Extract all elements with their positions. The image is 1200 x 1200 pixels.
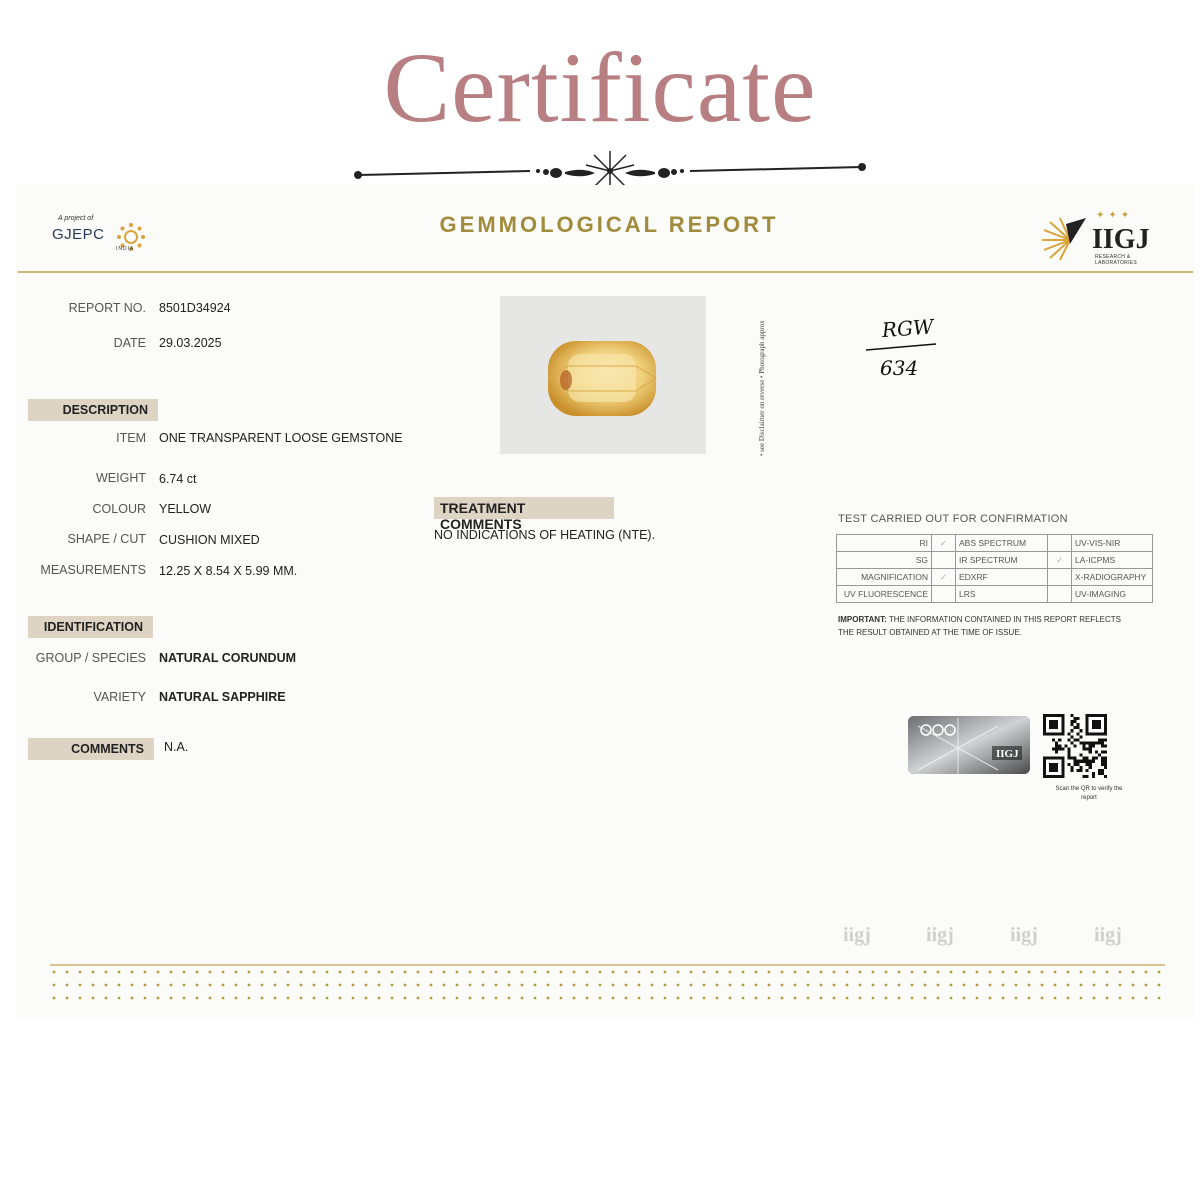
colour-label: COLOUR <box>92 502 146 516</box>
iigj-subtitle: RESEARCH & LABORATORIES <box>1095 254 1138 266</box>
report-no-label: REPORT NO. <box>68 301 146 315</box>
tests-row <box>837 552 1153 569</box>
measurements-label: MEASUREMENTS <box>40 563 146 577</box>
report-heading: GEMMOLOGICAL REPORT <box>439 212 779 237</box>
test-name: LA-ICPMS <box>1072 552 1153 569</box>
handwritten-note <box>862 310 962 385</box>
important-note <box>838 613 1138 639</box>
decorative-border <box>50 962 1165 1012</box>
tests-row <box>837 569 1153 586</box>
shape-value: CUSHION MIXED <box>159 533 260 547</box>
weight-value: 6.74 ct <box>159 472 197 486</box>
test-name: UV-IMAGING <box>1072 586 1153 603</box>
tests-row <box>837 535 1153 552</box>
check-icon <box>1048 569 1072 586</box>
test-name: RI <box>837 535 932 552</box>
test-name: IR SPECTRUM <box>956 552 1048 569</box>
hologram-label: IIGJ <box>996 748 1019 760</box>
test-name: X-RADIOGRAPHY <box>1072 569 1153 586</box>
watermark-logo: iigj <box>1010 924 1038 946</box>
variety-value: NATURAL SAPPHIRE <box>159 690 286 704</box>
watermark-logo: iigj <box>926 924 954 946</box>
handwritten-top: RGW <box>881 314 935 343</box>
header-divider <box>18 271 1193 273</box>
colour-value: YELLOW <box>159 502 212 516</box>
tests-table <box>836 534 1153 603</box>
weight-label: WEIGHT <box>96 471 146 485</box>
check-icon: ✓ <box>1048 552 1072 569</box>
qr-caption: Scan the QR to verify the report <box>1055 786 1123 801</box>
check-icon <box>932 552 956 569</box>
tests-row <box>837 586 1153 603</box>
test-name: UV FLUORESCENCE <box>837 586 932 603</box>
gjepc-tagline: A project of <box>58 215 94 222</box>
shape-label: SHAPE / CUT <box>67 532 146 546</box>
gjepc-name: GJEPC <box>52 226 105 243</box>
check-icon: ✓ <box>932 569 956 586</box>
treatment-text: NO INDICATIONS OF HEATING (NTE). <box>434 528 656 542</box>
comments-heading: COMMENTS <box>28 738 154 760</box>
iigj-logo: ✦✦✦ IIGJ RESEARCH & LABORATORIES <box>1040 210 1170 268</box>
test-name: SG <box>837 552 932 569</box>
item-value: ONE TRANSPARENT LOOSE GEMSTONE <box>159 431 403 445</box>
check-icon <box>1048 535 1072 552</box>
iigj-burst-icon <box>1040 216 1090 262</box>
test-name: UV-VIS-NIR <box>1072 535 1153 552</box>
comments-value: N.A. <box>164 740 189 754</box>
treatment-heading: TREATMENT COMMENTS <box>434 497 614 519</box>
important-text: THE INFORMATION CONTAINED IN THIS REPORT REFLECTS THE RESULT OBTAINED AT THE TIME OF ISSUE. <box>838 615 1121 637</box>
test-name: LRS <box>956 586 1048 603</box>
date-label: DATE <box>113 336 146 350</box>
tests-title: TEST CARRIED OUT FOR CONFIRMATION <box>838 513 1068 525</box>
measurements-value: 12.25 X 8.54 X 5.99 MM. <box>159 564 298 578</box>
group-value: NATURAL CORUNDUM <box>159 651 297 665</box>
watermark-logo: iigj <box>1094 924 1122 946</box>
description-heading: DESCRIPTION <box>28 399 158 421</box>
report-no-value: 8501D34924 <box>159 301 231 315</box>
certificate-title: Certificate <box>383 32 817 143</box>
watermark-logo: iigj <box>843 924 871 946</box>
handwritten-bottom: 634 <box>880 356 919 380</box>
item-label: ITEM <box>116 431 146 445</box>
photo-disclaimer <box>746 296 776 456</box>
qr-code-icon[interactable] <box>1043 714 1107 778</box>
date-value: 29.03.2025 <box>159 336 222 350</box>
gemstone-photo <box>500 296 706 454</box>
test-name: EDXRF <box>956 569 1048 586</box>
check-icon <box>1048 586 1072 603</box>
check-icon <box>932 586 956 603</box>
test-name: MAGNIFICATION <box>837 569 932 586</box>
variety-label: VARIETY <box>93 690 146 704</box>
gjepc-country: INDIA <box>116 246 135 252</box>
important-label: IMPORTANT: <box>838 615 887 624</box>
photo-disclaimer-text: • see Disclaimer on reverse • Photograph approx <box>758 320 766 456</box>
test-name: ABS SPECTRUM <box>956 535 1048 552</box>
iigj-name: IIGJ <box>1092 224 1150 255</box>
hologram-seal-icon <box>908 716 1030 774</box>
check-icon: ✓ <box>932 535 956 552</box>
identification-heading: IDENTIFICATION <box>28 616 153 638</box>
gemstone-icon <box>500 296 706 454</box>
group-label: GROUP / SPECIES <box>35 651 146 665</box>
